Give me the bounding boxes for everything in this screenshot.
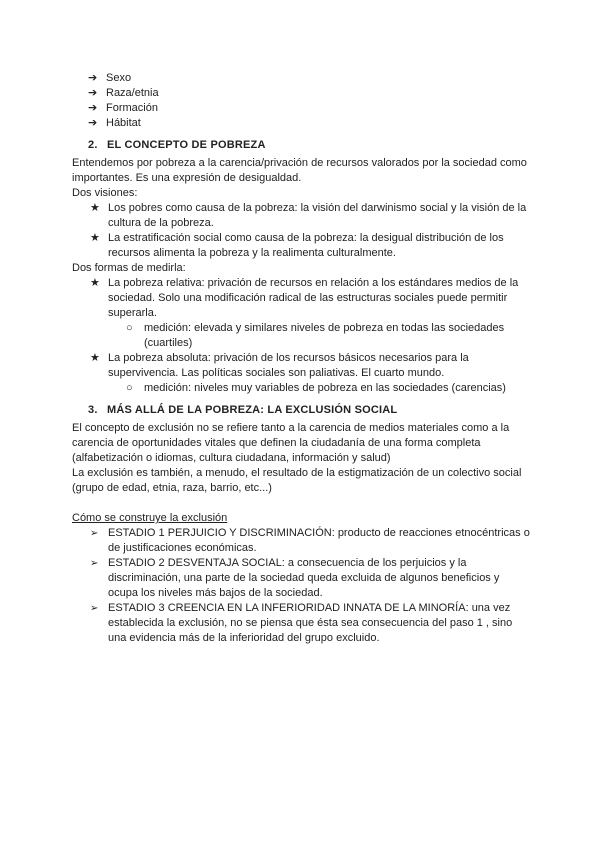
intro-paragraph: Entendemos por pobreza a la carencia/privación de recursos valorados por la sociedad como importantes. Es una expresión de desigualdad. [72,157,527,184]
section-number: 2. [88,139,98,151]
document-body [72,71,532,646]
list-item: ➔ Formación [88,102,158,114]
star-icon: ★ [90,202,100,214]
list-item: ➔ Sexo [88,72,132,84]
circle-bullet-icon: ○ [126,322,133,334]
list-item: ★ La estratificación social como causa de la pobreza: la desigual distribución de los recursos alimenta la pobreza y la realimenta culturalmente. [90,232,504,259]
visions-list [72,201,532,261]
sub-list [108,321,532,351]
criteria-list [72,71,532,131]
star-icon: ★ [90,232,100,244]
star-icon: ★ [90,352,100,364]
sub-list [108,381,532,396]
arrow-right-icon: ➔ [88,87,98,99]
list-item: ➔ Hábitat [88,117,141,129]
section-heading-exclusion [72,403,532,418]
list-item: ★ La pobreza relativa: privación de recursos en relación a los estándares medios de la sociedad. Solo una modificación radical de las estructuras sociales puede permitir superarla. ○ medición: elevada y similares niveles de pobreza en todas las sociedades (cuartiles) [72,276,532,351]
spacer [72,496,532,511]
triangle-arrow-icon: ➢ [90,528,99,539]
section-title: MÁS ALLÁ DE LA POBREZA: LA EXCLUSIÓN SOCIAL [107,404,398,416]
list-item: ○ medición: niveles muy variables de pobreza en las sociedades (carencias) [126,382,506,394]
arrow-right-icon: ➔ [88,117,98,129]
arrow-right-icon: ➔ [88,72,98,84]
list-item: ○ medición: elevada y similares niveles de pobreza en todas las sociedades (cuartiles) [126,322,505,349]
section-number: 3. [88,404,98,416]
star-icon: ★ [90,277,100,289]
triangle-arrow-icon: ➢ [90,603,99,614]
triangle-arrow-icon: ➢ [90,558,99,569]
list-item: ➢ ESTADIO 3 CREENCIA EN LA INFERIORIDAD INNATA DE LA MINORÍA: una vez establecida la exclusión, no se piensa que ésta sea consecuencia del paso 1 , sino una evidencia más de la inferioridad del grupo excluido. [90,602,513,644]
circle-bullet-icon: ○ [126,382,133,394]
list-item: ➢ ESTADIO 1 PERJUICIO Y DISCRIMINACIÓN: producto de reacciones etnocéntricas o de justificaciones económicas. [90,527,530,554]
visions-label: Dos visiones: [72,187,138,199]
measure-label: Dos formas de medirla: [72,262,186,274]
list-item: ➔ Raza/etnia [88,87,159,99]
list-item: ★ Los pobres como causa de la pobreza: la visión del darwinismo social y la visión de la cultura de la pobreza. [90,202,527,229]
stages-list [72,526,532,646]
list-item: ➢ ESTADIO 2 DESVENTAJA SOCIAL: a consecuencia de los perjuicios y la discriminación, una parte de la sociedad queda excluida de algunos beneficios y ocupa los niveles más bajos de la sociedad. [90,557,500,599]
section-heading-pobreza [72,138,532,153]
exclusion-paragraph-1: El concepto de exclusión no se refiere tanto a la carencia de medios materiales como a la carencia de oportunidades vitales que definen la ciudadanía de una forma completa (alfabetización o idiomas, cultura ciudadana, información y salud) [72,422,510,464]
list-item: ★ La pobreza absoluta: privación de los recursos básicos necesarios para la supervivencia. Las políticas sociales son paliativas. El cuarto mundo. ○ medición: niveles muy variables de pobreza en las sociedades (carencias) [72,351,532,396]
section-title: EL CONCEPTO DE POBREZA [107,139,266,151]
measures-list [72,276,532,396]
subheading: Cómo se construye la exclusión [72,512,228,524]
arrow-right-icon: ➔ [88,102,98,114]
exclusion-paragraph-2: La exclusión es también, a menudo, el resultado de la estigmatización de un colectivo social (grupo de edad, etnia, raza, barrio, etc...) [72,467,522,494]
